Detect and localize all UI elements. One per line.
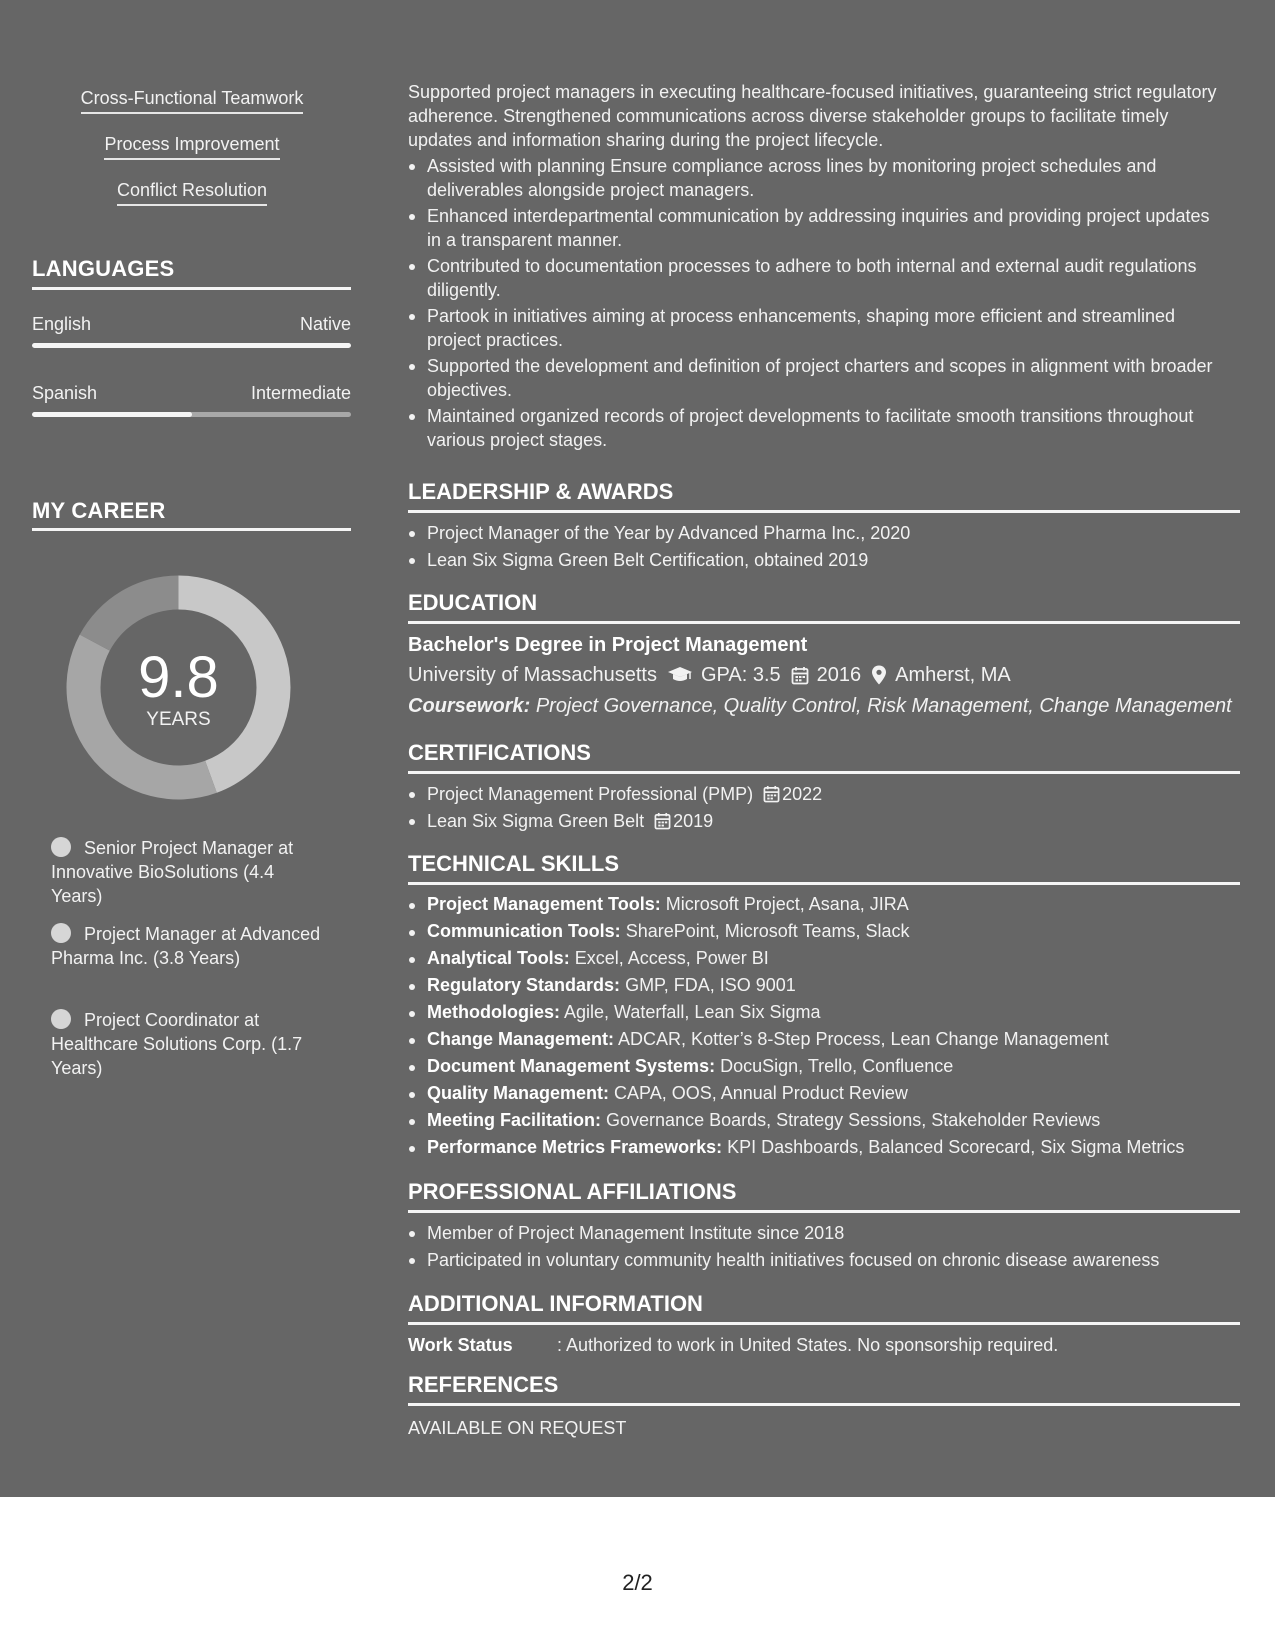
language-bar-fill	[32, 343, 351, 348]
list-item: Performance Metrics Frameworks: KPI Dashboards, Balanced Scorecard, Six Sigma Metrics	[408, 1134, 1240, 1161]
gpa: GPA: 3.5	[700, 664, 781, 686]
list-item	[408, 782, 1240, 806]
languages-rule	[32, 287, 351, 290]
language-bar-fill	[32, 412, 192, 417]
experience-summary: Supported project managers in executing healthcare-focused initiatives, guaranteeing strict regulatory adherence. Strengthened communications across diverse stakeholder groups to facilitate timely updates and information sharing during the project lifecycle.	[408, 82, 1217, 150]
calendar-icon	[763, 785, 780, 803]
list-item: Maintained organized records of project developments to facilitate smooth transitions throughout various project stages.	[408, 404, 1218, 452]
career-text: Project Coordinator at Healthcare Solutions Corp. (1.7 Years)	[51, 1010, 303, 1078]
experience-bullets	[408, 154, 1218, 452]
work-status-value: : Authorized to work in United States. No sponsorship required.	[557, 1335, 1059, 1355]
list-item: Assisted with planning Ensure compliance across lines by monitoring project schedules and deliverables alongside project managers.	[408, 154, 1218, 202]
career-total-value: 9.8	[138, 645, 219, 710]
references-heading: REFERENCES	[408, 1372, 1240, 1406]
language-name: English	[32, 314, 92, 334]
career-heading: MY CAREER	[32, 498, 166, 523]
skills-list	[32, 86, 352, 206]
list-item: Meeting Facilitation: Governance Boards, Strategy Sessions, Stakeholder Reviews	[408, 1107, 1240, 1134]
donut-segment	[80, 576, 179, 651]
graduation-cap-icon	[667, 666, 693, 684]
list-item: Supported the development and definition of project charters and scopes in alignment with broader objectives.	[408, 354, 1218, 402]
list-item: Methodologies: Agile, Waterfall, Lean Six Sigma	[408, 999, 1240, 1026]
cert-year: 2022	[782, 784, 823, 804]
list-item: Lean Six Sigma Green Belt Certification, obtained 2019	[408, 548, 1240, 572]
list-item: Partook in initiatives aiming at process enhancements, shaping more efficient and streamlined project practices.	[408, 304, 1218, 352]
list-item: Document Management Systems: DocuSign, Trello, Confluence	[408, 1053, 1240, 1080]
education-heading: EDUCATION	[408, 590, 1240, 624]
career-text: Project Manager at Advanced Pharma Inc. (3.8 Years)	[51, 924, 321, 968]
bullet-dot-icon	[51, 923, 71, 943]
career-item	[51, 836, 321, 908]
school-location: Amherst, MA	[895, 664, 1011, 686]
certifications-heading: CERTIFICATIONS	[408, 740, 1240, 774]
cert-name: Project Management Professional (PMP)	[427, 784, 754, 804]
education-details	[408, 662, 1240, 688]
language-bar-spanish	[32, 412, 351, 417]
list-item: Enhanced interdepartmental communication by addressing inquiries and providing project updates in a transparent manner.	[408, 204, 1218, 252]
references-section	[408, 1372, 1240, 1440]
bullet-dot-icon	[51, 837, 71, 857]
school-name: University of Massachusetts	[408, 664, 657, 686]
cert-year: 2019	[673, 811, 714, 831]
list-item	[408, 809, 1240, 833]
skill-item: Conflict Resolution	[117, 178, 267, 206]
language-bar-english	[32, 343, 351, 348]
cert-name: Lean Six Sigma Green Belt	[427, 811, 645, 831]
career-item	[51, 922, 321, 970]
bullet-dot-icon	[51, 1009, 71, 1029]
calendar-icon	[654, 812, 671, 830]
list-item: Regulatory Standards: GMP, FDA, ISO 9001	[408, 972, 1240, 999]
work-status-label: Work Status	[408, 1335, 513, 1355]
page-number: 2/2	[622, 1570, 653, 1595]
list-item: Contributed to documentation processes to adhere to both internal and external audit regulations diligently.	[408, 254, 1218, 302]
calendar-icon	[791, 666, 809, 685]
career-text: Senior Project Manager at Innovative BioSolutions (4.4 Years)	[51, 838, 294, 906]
list-item: Quality Management: CAPA, OOS, Annual Product Review	[408, 1080, 1240, 1107]
list-item: Member of Project Management Institute since 2018	[408, 1221, 1240, 1245]
skill-item: Process Improvement	[104, 132, 279, 160]
list-item: Participated in voluntary community health initiatives focused on chronic disease awareness	[408, 1248, 1240, 1272]
language-row-spanish	[32, 383, 351, 404]
coursework-label: Coursework:	[408, 695, 531, 717]
technical-skills-heading: TECHNICAL SKILLS	[408, 851, 1240, 885]
list-item: Change Management: ADCAR, Kotter’s 8-Step Process, Lean Change Management	[408, 1026, 1240, 1053]
career-rule	[32, 528, 351, 531]
affiliations-section	[408, 1179, 1240, 1272]
coursework-text: Project Governance, Quality Control, Risk Management, Change Management	[535, 695, 1232, 717]
leadership-heading: LEADERSHIP & AWARDS	[408, 479, 1240, 513]
additional-info-section	[408, 1291, 1240, 1357]
coursework	[408, 693, 1240, 719]
career-total-unit: YEARS	[146, 709, 211, 730]
list-item: Project Management Tools: Microsoft Project, Asana, JIRA	[408, 891, 1240, 918]
work-status-row	[408, 1333, 1240, 1357]
language-level: Intermediate	[250, 383, 351, 403]
experience-section	[408, 80, 1218, 452]
skill-item: Cross-Functional Teamwork	[81, 86, 304, 114]
career-donut-chart	[66, 575, 291, 800]
education-section	[408, 590, 1240, 719]
affiliations-heading: PROFESSIONAL AFFILIATIONS	[408, 1179, 1240, 1213]
list-item: Communication Tools: SharePoint, Microsoft Teams, Slack	[408, 918, 1240, 945]
list-item: Analytical Tools: Excel, Access, Power BI	[408, 945, 1240, 972]
certifications-section	[408, 740, 1240, 833]
leadership-section	[408, 479, 1240, 572]
list-item: Project Manager of the Year by Advanced Pharma Inc., 2020	[408, 521, 1240, 545]
graduation-year: 2016	[816, 664, 862, 686]
technical-skills-section	[408, 851, 1240, 1161]
references-text: AVAILABLE ON REQUEST	[408, 1418, 627, 1438]
career-item	[51, 1008, 321, 1080]
location-pin-icon	[871, 665, 887, 685]
language-name: Spanish	[32, 383, 98, 403]
additional-info-heading: ADDITIONAL INFORMATION	[408, 1291, 1240, 1325]
language-level: Native	[299, 314, 351, 334]
degree-title: Bachelor's Degree in Project Management	[408, 634, 808, 656]
languages-heading: LANGUAGES	[32, 256, 175, 281]
language-row-english	[32, 314, 351, 335]
